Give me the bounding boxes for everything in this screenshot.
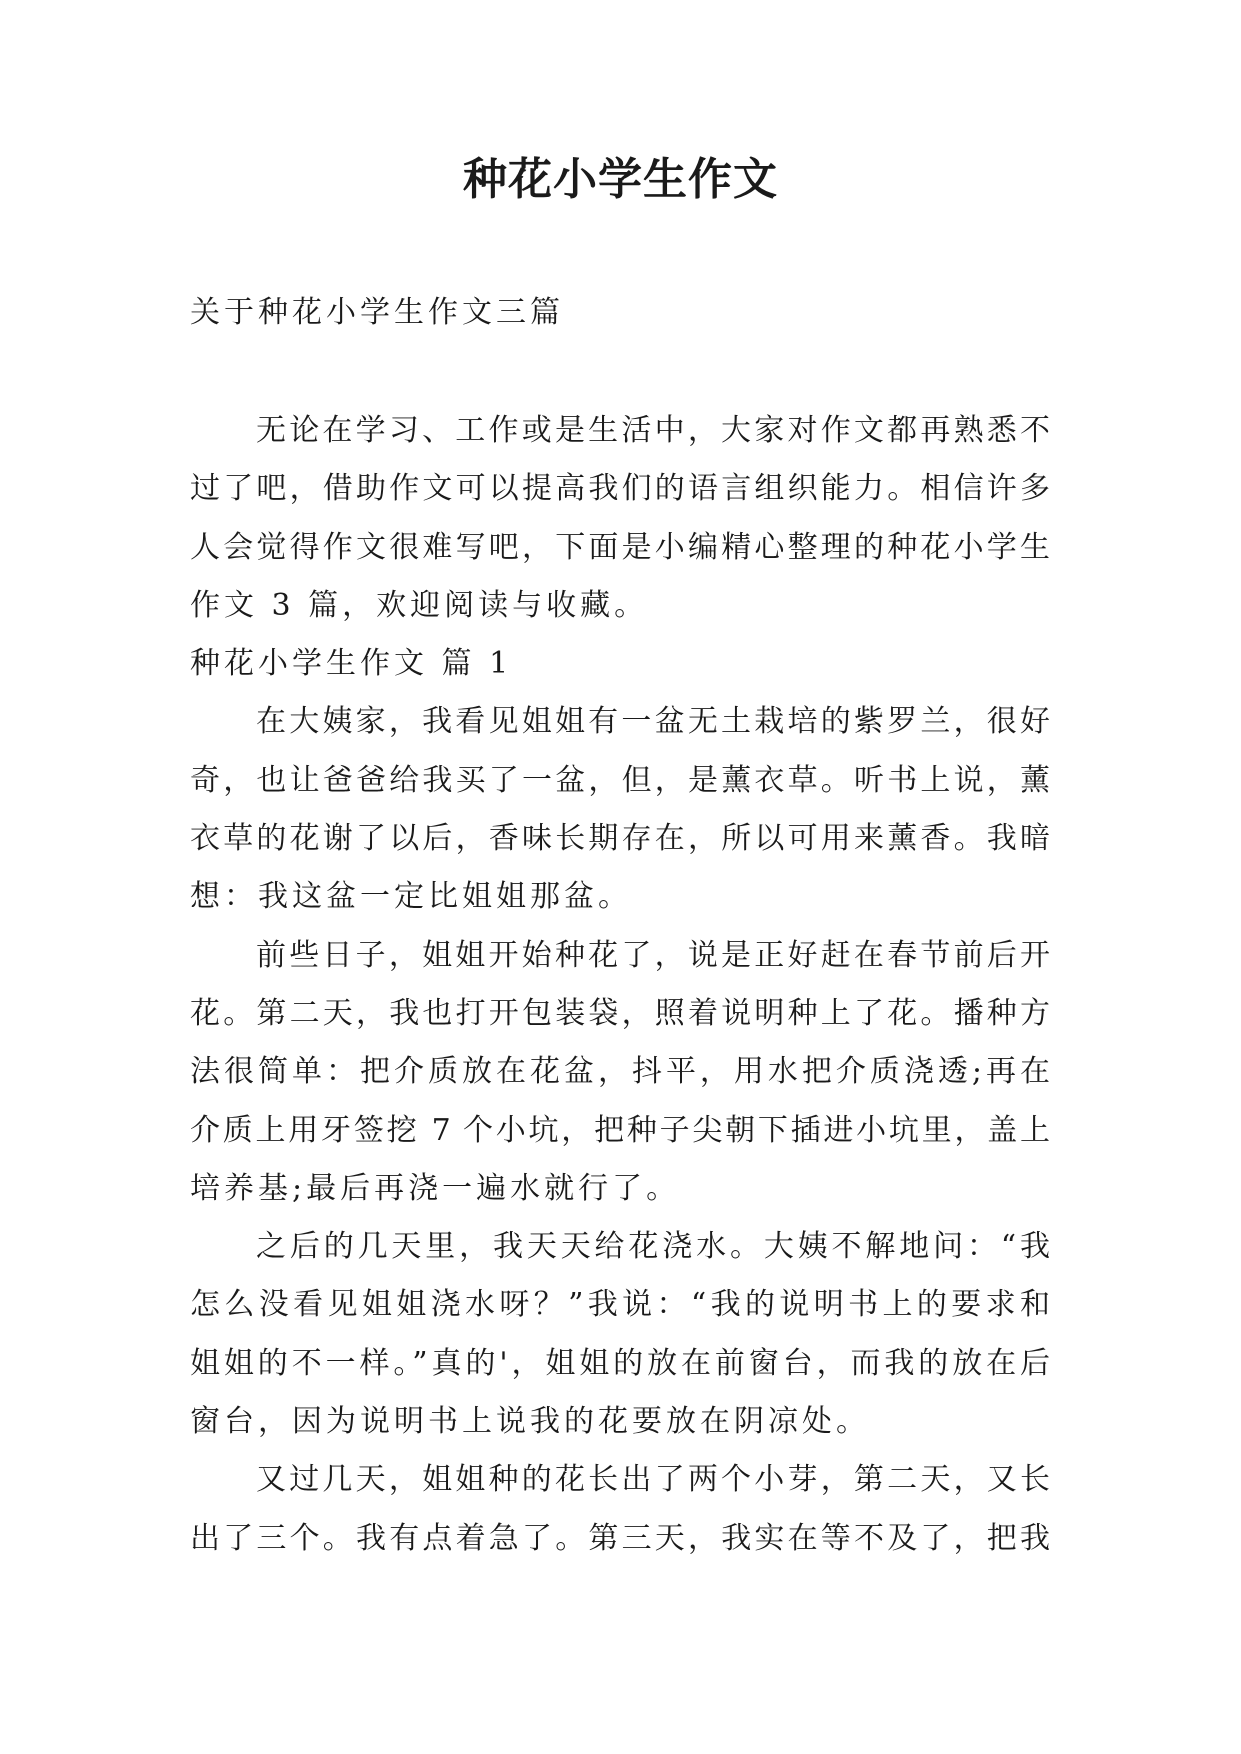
text-line: 过了吧，借助作文可以提高我们的语言组织能力。相信许多 xyxy=(190,471,1050,507)
text-line: 法很简单：把介质放在花盆，抖平，用水把介质浇透;再在 xyxy=(190,1054,1050,1090)
text-line: 怎么没看见姐姐浇水呀？”我说：“我的说明书上的要求和 xyxy=(190,1287,1050,1323)
text-line: 作文 3 篇，欢迎阅读与收藏。 xyxy=(190,587,649,623)
text-line: 窗台，因为说明书上说我的花要放在阴凉处。 xyxy=(190,1404,870,1440)
text-line: 姐姐的不一样。”真的'，姐姐的放在前窗台，而我的放在后 xyxy=(190,1345,1050,1381)
text-line: 奇，也让爸爸给我买了一盆，但，是薰衣草。听书上说，薰 xyxy=(190,762,1050,798)
text-line: 在大姨家，我看见姐姐有一盆无土栽培的紫罗兰，很好 xyxy=(256,704,1050,740)
document-body xyxy=(190,402,1050,1568)
text-line: 衣草的花谢了以后，香味长期存在，所以可用来薰香。我暗 xyxy=(190,821,1050,857)
text-line: 之后的几天里，我天天给花浇水。大姨不解地问：“我 xyxy=(256,1229,1050,1265)
text-line: 出了三个。我有点着急了。第三天，我实在等不及了，把我 xyxy=(190,1520,1050,1556)
text-line: 花。第二天，我也打开包装袋，照着说明种上了花。播种方 xyxy=(190,995,1050,1031)
document-subtitle: 关于种花小学生作文三篇 xyxy=(190,295,564,330)
text-line: 介质上用牙签挖 7 个小坑，把种子尖朝下插进小坑里，盖上 xyxy=(190,1112,1050,1148)
text-line: 想：我这盆一定比姐姐那盆。 xyxy=(190,879,632,915)
text-line: 无论在学习、工作或是生活中，大家对作文都再熟悉不 xyxy=(256,413,1050,448)
text-line: 人会觉得作文很难写吧，下面是小编精心整理的种花小学生 xyxy=(190,529,1050,565)
text-line: 前些日子，姐姐开始种花了，说是正好赶在春节前后开 xyxy=(256,937,1050,973)
document-title: 种花小学生作文 xyxy=(463,154,778,205)
section-heading: 种花小学生作文 篇 1 xyxy=(190,646,513,682)
text-line: 培养基;最后再浇一遍水就行了。 xyxy=(190,1170,681,1206)
text-line: 又过几天，姐姐种的花长出了两个小芽，第二天，又长 xyxy=(256,1462,1050,1498)
